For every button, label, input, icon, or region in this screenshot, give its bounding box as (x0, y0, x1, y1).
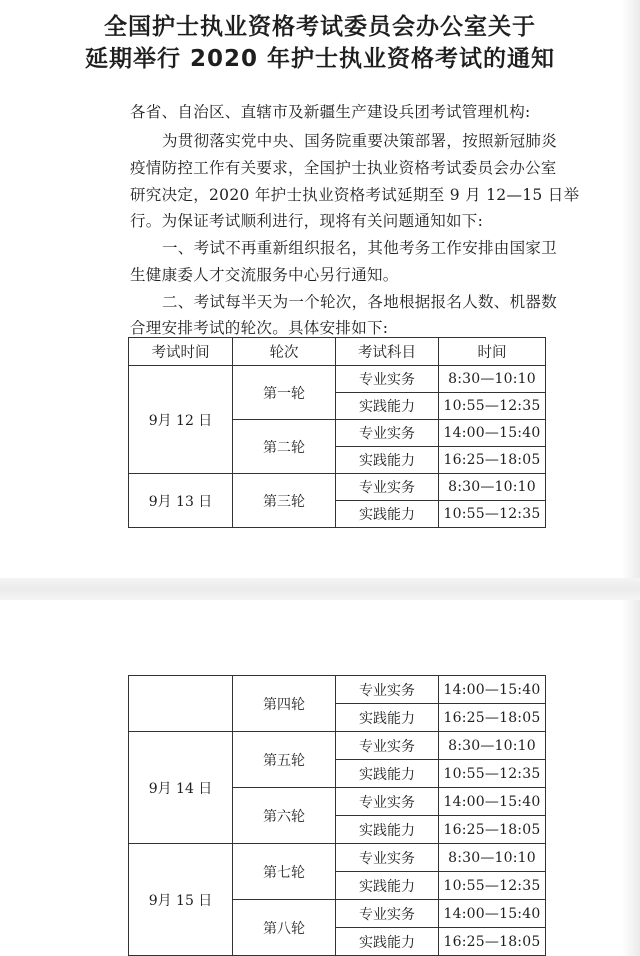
table-header-row (129, 338, 546, 366)
header-time: 时间 (439, 338, 546, 366)
time-cell: 10:55—12:35 (439, 501, 546, 528)
paragraph-1-line: 研究决定，2020 年护士执业资格考试延期至 9 月 12—15 日举 (130, 186, 580, 204)
time-cell: 14:00—15:40 (439, 676, 546, 704)
round-cell: 第三轮 (233, 474, 336, 528)
time-cell: 10:55—12:35 (439, 393, 546, 420)
subject-cell: 实践能力 (336, 760, 439, 788)
round-cell: 第四轮 (233, 676, 336, 732)
exam-schedule-table (128, 337, 546, 528)
time-cell: 8:30—10:10 (439, 474, 546, 501)
time-cell: 16:25—18:05 (439, 928, 546, 956)
header-subject: 考试科目 (336, 338, 439, 366)
greeting: 各省、自治区、直辖市及新疆生产建设兵团考试管理机构: (130, 103, 531, 121)
time-cell: 16:25—18:05 (439, 816, 546, 844)
subject-cell: 实践能力 (336, 501, 439, 528)
subject-cell: 实践能力 (336, 393, 439, 420)
date-cell: 9月 12 日 (129, 366, 233, 474)
subject-cell: 专业实务 (336, 420, 439, 447)
paragraph-3-line: 合理安排考试的轮次。具体安排如下: (130, 319, 389, 337)
subject-cell: 专业实务 (336, 676, 439, 704)
subject-cell: 专业实务 (336, 732, 439, 760)
subject-cell: 实践能力 (336, 816, 439, 844)
date-cell: 9月 13 日 (129, 474, 233, 528)
paragraph-3-line: 二、考试每半天为一个轮次，各地根据报名人数、机器数 (162, 293, 558, 311)
table-row (129, 844, 546, 872)
subject-cell: 专业实务 (336, 788, 439, 816)
round-cell: 第六轮 (233, 788, 336, 844)
time-cell: 14:00—15:40 (439, 788, 546, 816)
page-gap (0, 578, 640, 600)
time-cell: 14:00—15:40 (439, 900, 546, 928)
date-cell-empty (129, 676, 233, 732)
scan-edge-shadow (622, 0, 640, 578)
notice-title-line-2: 延期举行 2020 年护士执业资格考试的通知 (84, 46, 556, 72)
paragraph-1-line: 行。为保证考试顺利进行，现将有关问题通知如下: (130, 212, 484, 230)
subject-cell: 专业实务 (336, 474, 439, 501)
time-cell: 14:00—15:40 (439, 420, 546, 447)
table-row (129, 474, 546, 501)
subject-cell: 专业实务 (336, 900, 439, 928)
date-cell: 9月 14 日 (129, 732, 233, 844)
date-cell: 9月 15 日 (129, 844, 233, 956)
table-row (129, 732, 546, 760)
paragraph-2-line: 生健康委人才交流服务中心另行通知。 (130, 266, 399, 284)
exam-schedule-table-continued (128, 675, 546, 956)
header-round: 轮次 (233, 338, 336, 366)
time-cell: 16:25—18:05 (439, 704, 546, 732)
round-cell: 第七轮 (233, 844, 336, 900)
header-exam-date: 考试时间 (129, 338, 233, 366)
time-cell: 10:55—12:35 (439, 760, 546, 788)
time-cell: 16:25—18:05 (439, 447, 546, 474)
subject-cell: 实践能力 (336, 447, 439, 474)
time-cell: 10:55—12:35 (439, 872, 546, 900)
time-cell: 8:30—10:10 (439, 732, 546, 760)
round-cell: 第一轮 (233, 366, 336, 420)
paragraph-1-line: 疫情防控工作有关要求，全国护士执业资格考试委员会办公室 (130, 159, 557, 177)
table-row (129, 676, 546, 704)
subject-cell: 实践能力 (336, 872, 439, 900)
time-cell: 8:30—10:10 (439, 366, 546, 393)
scan-edge-shadow (622, 600, 640, 956)
subject-cell: 实践能力 (336, 704, 439, 732)
round-cell: 第二轮 (233, 420, 336, 474)
subject-cell: 实践能力 (336, 928, 439, 956)
round-cell: 第八轮 (233, 900, 336, 956)
notice-title-line-1: 全国护士执业资格考试委员会办公室关于 (104, 14, 536, 40)
time-cell: 8:30—10:10 (439, 844, 546, 872)
subject-cell: 专业实务 (336, 366, 439, 393)
table-row (129, 366, 546, 393)
round-cell: 第五轮 (233, 732, 336, 788)
paragraph-2-line: 一、考试不再重新组织报名，其他考务工作安排由国家卫 (162, 239, 558, 257)
paragraph-1-line: 为贯彻落实党中央、国务院重要决策部署，按照新冠肺炎 (162, 132, 558, 150)
subject-cell: 专业实务 (336, 844, 439, 872)
